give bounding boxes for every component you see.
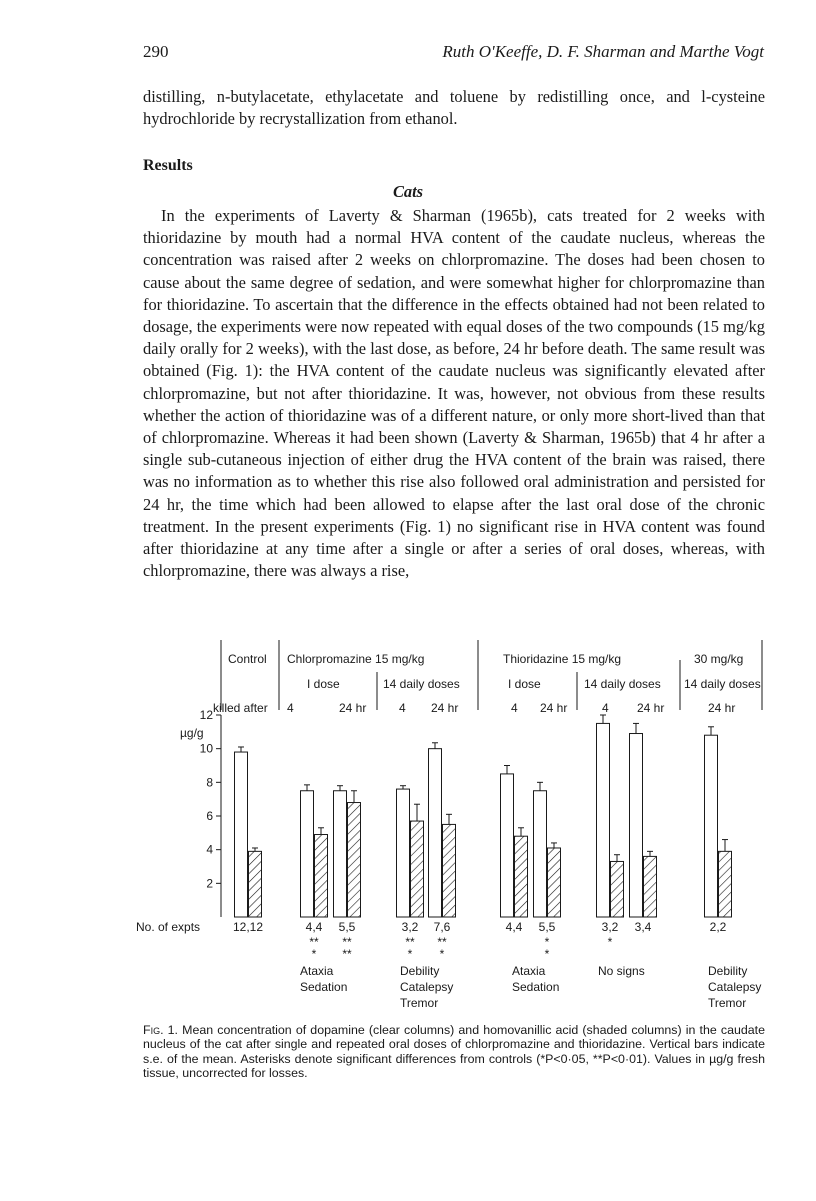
time-label: 4 — [287, 701, 294, 715]
n-expts-value: 5,5 — [338, 920, 356, 934]
y-tick-label: 4 — [206, 842, 213, 857]
hva-bar — [644, 856, 657, 917]
effect-label: Catalepsy — [708, 980, 762, 994]
y-tick-label: 10 — [199, 741, 213, 756]
effect-label: Tremor — [400, 996, 439, 1010]
dopamine-bar — [501, 774, 514, 917]
hva-bar — [611, 861, 624, 917]
effect-label: Sedation — [512, 980, 560, 994]
n-expts-value: 2,2 — [709, 920, 727, 934]
caption-label: Fig. 1. — [143, 1023, 178, 1037]
significance-asterisk: ** — [342, 947, 352, 961]
time-label: 4 — [602, 701, 609, 715]
effect-label: No signs — [598, 964, 645, 978]
effect-label: Debility — [708, 964, 748, 978]
header-one-dose: I dose — [307, 677, 340, 691]
header-control: Control — [228, 652, 267, 666]
time-label: 24 hr — [637, 701, 665, 715]
hva-bar — [443, 824, 456, 917]
header-one-dose: I dose — [508, 677, 541, 691]
hva-bar — [315, 835, 328, 917]
dopamine-bar — [301, 791, 314, 917]
header-killed-after: killed after — [213, 701, 268, 715]
significance-asterisk: * — [407, 947, 413, 961]
significance-asterisk: ** — [309, 935, 319, 949]
section-heading: Results — [143, 157, 193, 174]
effect-label: Sedation — [300, 980, 348, 994]
header-daily-doses: 14 daily doses — [584, 677, 661, 691]
n-expts-value: 7,6 — [433, 920, 451, 934]
significance-asterisk: * — [544, 935, 550, 949]
significance-asterisk: * — [607, 935, 613, 949]
hva-bar — [249, 851, 262, 917]
dopamine-bar — [597, 723, 610, 917]
n-expts-value: 3,2 — [401, 920, 419, 934]
no-of-expts-label: No. of expts — [136, 920, 201, 934]
dopamine-bar — [429, 749, 442, 917]
header-thioridazine: Thioridazine 15 mg/kg — [503, 652, 622, 666]
n-expts-value: 12,12 — [232, 920, 264, 934]
significance-asterisk: ** — [405, 935, 415, 949]
bar-chart — [0, 630, 816, 1020]
header-daily-doses: 14 daily doses — [383, 677, 460, 691]
significance-asterisk: ** — [342, 935, 352, 949]
effect-label: Ataxia — [512, 964, 546, 978]
figure-1 — [0, 630, 816, 1020]
effect-label: Debility — [400, 964, 440, 978]
running-head: Ruth O'Keeffe, D. F. Sharman and Marthe Vogt — [442, 42, 764, 61]
subheading: Cats — [392, 182, 424, 201]
dopamine-bar — [705, 735, 718, 917]
significance-asterisk: ** — [437, 935, 447, 949]
hva-bar — [348, 803, 361, 917]
n-expts-value: 3,4 — [634, 920, 652, 934]
significance-asterisk: * — [439, 947, 445, 961]
time-label: 24 hr — [339, 701, 367, 715]
caption-text: Mean concentration of dopamine (clear columns) and homovanillic acid (shaded columns) in the caudate nucleus of the cat after single and repeated oral doses of chlorpromazine and thioridazine. Vertical bars indicate s.e. of the mean. Asterisks denote significant differences from controls (*P<0·05, **P<0·01). Values in µg/g fresh tissue, uncorrected for losses. — [143, 1023, 765, 1081]
time-label: 24 hr — [431, 701, 459, 715]
significance-asterisk: * — [311, 947, 317, 961]
y-tick-label: 12 — [199, 708, 213, 722]
y-tick-label: 2 — [206, 876, 213, 891]
effect-label: Catalepsy — [400, 980, 454, 994]
paragraph: In the experiments of Laverty & Sharman (1965b), cats treated for 2 weeks with thioridazine by mouth had a normal HVA content of the caudate nucleus, whereas the concentration was raised after 2 weeks on chlorpromazine. The doses had been chosen to cause about the same degree of sedation, and were somewhat higher for chlorpromazine than for thioridazine. To ascertain that the difference in the effects obtained had not been related to dosage, the experiments were now repeated with equal doses of the two compounds (15 mg/kg daily orally for 2 weeks), with the last dose, as before, 24 hr before death. The same result was obtained (Fig. 1): the HVA content of the caudate nucleus was significantly elevated after chlorpromazine, but not after thioridazine. It was, however, not obvious from these results whether the action of thioridazine was of a different nature, or only more short-lived than that of chlorpromazine. Whereas it had been shown (Laverty & Sharman, 1965b) that 4 hr after a single sub-cutaneous injection of either drug the HVA content of the brain was raised, there was no information as to whether this rise also followed oral administration and persisted for 24 hr, the time which had been allowed to elapse after the last oral dose of the chronic treatment. In the present experiments (Fig. 1) no significant rise in HVA content was found after thioridazine at any time after a single or after a series of oral doses, whereas, with chlorpromazine, there was always a rise, — [143, 206, 765, 581]
paragraph: distilling, n-butylacetate, ethylacetate and toluene by redistilling once, and l-cysteine hydrochloride by recrystallization from ethanol. — [143, 87, 765, 129]
y-axis-label: µg/g — [180, 726, 204, 740]
hva-bar — [515, 836, 528, 917]
figure-caption — [143, 1023, 765, 1081]
dopamine-bar — [534, 791, 547, 917]
y-tick-label: 6 — [206, 809, 213, 823]
n-expts-value: 3,2 — [601, 920, 619, 934]
time-label: 24 hr — [540, 701, 568, 715]
header-30mg: 30 mg/kg — [694, 652, 744, 666]
dopamine-bar — [334, 791, 347, 917]
n-expts-value: 4,4 — [305, 920, 323, 934]
hva-bar — [411, 821, 424, 917]
time-label: 24 hr — [708, 701, 736, 715]
dopamine-bar — [397, 789, 410, 917]
header-daily-doses: 14 daily doses — [684, 677, 761, 691]
n-expts-value: 4,4 — [505, 920, 523, 934]
effect-label: Tremor — [708, 996, 747, 1010]
time-label: 4 — [511, 701, 518, 715]
dopamine-bar — [235, 752, 248, 917]
y-tick-label: 8 — [206, 775, 213, 790]
hva-bar — [719, 851, 732, 917]
time-label: 4 — [399, 701, 406, 715]
dopamine-bar — [630, 734, 643, 917]
page-number: 290 — [143, 42, 169, 61]
hva-bar — [548, 848, 561, 917]
header-chlorpromazine: Chlorpromazine 15 mg/kg — [287, 652, 425, 666]
effect-label: Ataxia — [300, 964, 334, 978]
n-expts-value: 5,5 — [538, 920, 556, 934]
significance-asterisk: * — [544, 947, 550, 961]
